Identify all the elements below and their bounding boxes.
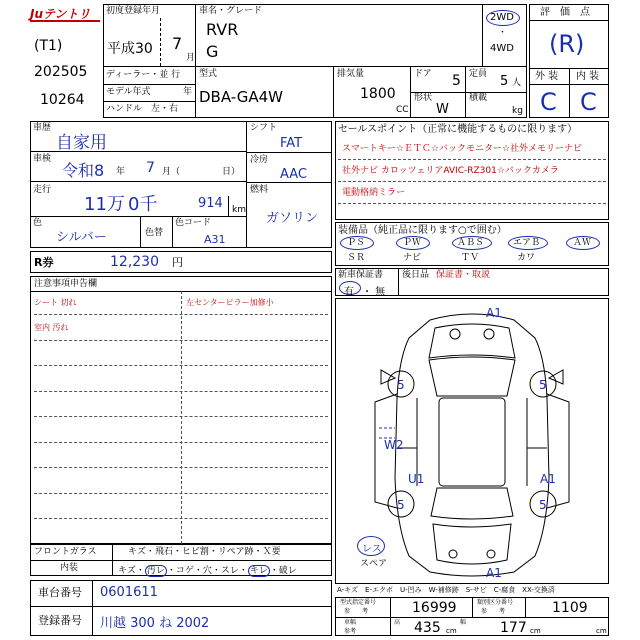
grade-score: (R) xyxy=(549,30,585,58)
note-line xyxy=(34,467,328,468)
interior-label: 内 装 xyxy=(576,71,600,82)
front-glass-label: フロントガラス xyxy=(34,547,97,557)
capacity-label: 定員 xyxy=(469,69,488,79)
spare-label: スペア xyxy=(360,559,388,569)
exterior-grade: C xyxy=(540,88,557,116)
shape-label: 形状 xyxy=(414,93,433,103)
equip-leather: カワ xyxy=(517,253,536,263)
chassis-label: 車台番号 xyxy=(38,586,82,599)
interior-row-label: 内装 xyxy=(60,563,79,573)
lot-code: (T1) xyxy=(34,38,63,54)
note-line xyxy=(34,391,328,392)
class-code-value: 1109 xyxy=(552,600,588,616)
grade-label: 評 価 点 xyxy=(540,7,590,18)
interior-grade: C xyxy=(580,88,597,116)
equip-abs: ＡＢＳ xyxy=(457,238,485,248)
afterparts-value: 保証書・取説 xyxy=(436,270,491,280)
mileage-label: 走行 xyxy=(33,185,52,195)
drive-dot: ・ xyxy=(498,28,508,38)
mark-wheel-fl: 5 xyxy=(397,378,405,392)
car-name-label: 車名・グレード xyxy=(199,6,263,16)
displacement-value: 1800 xyxy=(360,86,396,102)
height-label: 高 xyxy=(394,619,401,626)
load-unit: kg xyxy=(512,106,523,116)
recycle-value: 12,230 xyxy=(110,254,159,270)
inspection-era: 令和8 xyxy=(62,161,105,180)
width-label: 車幅 xyxy=(344,619,357,626)
exterior-label: 外 装 xyxy=(535,71,559,82)
warranty-yes: 有 xyxy=(344,287,354,298)
registration-label: 登録番号 xyxy=(38,614,82,627)
note-left-2: 室内 汚れ xyxy=(34,323,69,332)
note-left-1: シート 切れ xyxy=(34,298,77,307)
color-code-label: 色コード xyxy=(175,218,212,228)
height-unit: cm xyxy=(530,627,541,635)
equip-sr: ＳＲ xyxy=(347,253,366,263)
color-exchange-label: 色替 xyxy=(145,228,164,238)
displacement-label: 排気量 xyxy=(337,69,365,79)
first-reg-month: 7 xyxy=(172,34,183,53)
sales-point-2: 社外ナビ カロッツェリアAVIC-RZ301☆バックカメラ xyxy=(342,166,559,176)
equip-ps: ＰＳ xyxy=(347,238,366,248)
mark-wheel-rr: 5 xyxy=(539,498,547,512)
sales-point-3: 電動格納ミラー xyxy=(342,188,406,198)
color-value: シルバー xyxy=(56,230,107,245)
note-right-1: 左センターピラー加修小 xyxy=(186,298,274,307)
inspection-month-unit: 月（ xyxy=(162,167,181,177)
fuel-label: 燃料 xyxy=(250,185,269,195)
interior-text-b: ・コゲ・穴・スレ・ xyxy=(166,566,248,576)
note-line xyxy=(34,442,328,443)
note-line xyxy=(34,340,328,341)
mark-wheel-fr: 5 xyxy=(539,378,547,392)
category-value: 自家用 xyxy=(56,133,107,153)
front-glass-options: キズ・飛石・ヒビ割・リペア跡・Ｘ要 xyxy=(128,547,281,557)
mileage-rest: 914 xyxy=(198,196,223,211)
warranty-rest: ・ 無 xyxy=(362,287,386,298)
damage-legend: A-キズ E-エクボ U-凹み W-補修跡 S-サビ C-腐食 XX-交換済 xyxy=(337,586,555,594)
interior-circled-dirt: 汚レ xyxy=(146,566,165,576)
model-year-unit: 年 xyxy=(183,87,193,97)
color-label: 色 xyxy=(33,218,43,228)
warranty-label: 新車保証書 xyxy=(338,270,384,280)
auction-date: 202505 xyxy=(34,64,88,80)
door-value: 5 xyxy=(452,73,461,89)
mark-right-a1: A1 xyxy=(540,472,556,486)
dealer-label: ディーラー・並 行 xyxy=(106,70,181,80)
afterparts-label: 後日品 xyxy=(402,270,430,280)
equip-navi: ナビ xyxy=(403,253,422,263)
ac-value: AAC xyxy=(280,167,307,182)
category-label: 車歴 xyxy=(33,123,52,133)
class-code-label-b: 参 考 xyxy=(481,608,506,615)
mark-left-w2: W2 xyxy=(384,438,404,452)
mark-front-a1: A1 xyxy=(486,306,502,320)
mileage-sen: 0千 xyxy=(128,194,158,215)
color-code-value: A31 xyxy=(204,233,226,246)
door-label: ドア xyxy=(414,69,432,79)
inspection-label: 車検 xyxy=(33,154,52,164)
registration-value: 川越 300 ね 2002 xyxy=(100,616,210,631)
width-unit: cm xyxy=(446,627,457,635)
car-name: RVR xyxy=(206,20,239,39)
ac-label: 冷房 xyxy=(250,155,269,165)
drive-2wd: 2WD xyxy=(490,12,514,23)
note-line xyxy=(34,518,328,519)
interior-options xyxy=(118,563,297,576)
model-code-label-a: 型式指定番号 xyxy=(340,599,377,606)
note-line xyxy=(34,493,328,494)
logo: Juテントリ xyxy=(30,6,100,22)
height-value: 177 xyxy=(500,620,527,636)
model-year-label: モデル年式 xyxy=(106,87,151,97)
drive-4wd: 4WD xyxy=(490,43,514,54)
notes-header: 注意事項申告欄 xyxy=(34,279,98,289)
chassis-value: 0601611 xyxy=(100,585,158,600)
width-value: 435 xyxy=(414,620,441,636)
class-code-label-a: 類別区分番号 xyxy=(477,599,514,606)
mileage-unit: km xyxy=(232,205,246,215)
recycle-label: R券 xyxy=(34,256,54,269)
load-label: 積載 xyxy=(469,93,488,103)
shift-label: シフト xyxy=(250,123,278,133)
inspection-month: 7 xyxy=(146,160,155,176)
fuel-value: ガソリン xyxy=(266,211,319,226)
equip-tv: ＴＶ xyxy=(461,253,480,263)
model-code-value: 16999 xyxy=(412,600,457,616)
mark-rear-a1: A1 xyxy=(486,566,502,580)
first-reg-month-unit: 月 xyxy=(186,53,196,63)
first-reg-label: 初度登録年月 xyxy=(106,6,161,16)
sales-points-header: セールスポイント（正常に機能するものに限ります） xyxy=(338,124,578,135)
type-value: DBA-GA4W xyxy=(199,88,283,106)
interior-text-c: ・破レ xyxy=(269,566,297,576)
displacement-unit: CC xyxy=(396,105,409,115)
grade: G xyxy=(206,42,219,61)
length-label: 幅 xyxy=(460,619,467,626)
mark-wheel-rl: 5 xyxy=(397,498,405,512)
interior-text-a: キズ・ xyxy=(118,566,145,576)
mark-left-u1: U1 xyxy=(408,472,425,486)
inspection-year-unit: 年 xyxy=(116,167,126,177)
recycle-unit: 円 xyxy=(172,256,183,269)
first-reg-era: 平成30 xyxy=(107,41,153,57)
sales-point-1: スマートキー☆ＥＴＣ☆バックモニター☆社外メモリーナビ xyxy=(342,144,583,154)
length-unit: cm xyxy=(596,627,607,635)
spare-mark: レス xyxy=(362,544,382,555)
width-ref: 参考 xyxy=(344,628,357,635)
equip-pw: ＰＷ xyxy=(403,238,422,248)
capacity-value: 5 xyxy=(500,74,509,89)
equipment-header: 装備品（純正品に限ります○で囲む） xyxy=(338,225,507,236)
mileage-man: 11万 xyxy=(84,194,125,215)
equip-airb: エアＢ xyxy=(513,238,541,248)
note-line xyxy=(34,365,328,366)
handle-label: ハンドル 左・右 xyxy=(106,104,179,114)
note-line xyxy=(34,416,328,417)
lot-number: 10264 xyxy=(40,92,85,108)
note-line xyxy=(34,314,328,315)
model-code-label-b: 参 考 xyxy=(344,608,369,615)
interior-circled-cut: キレ xyxy=(249,566,268,576)
shift-value: FAT xyxy=(280,136,303,151)
shape-value: W xyxy=(436,102,449,117)
inspection-day-unit: 日） xyxy=(222,167,241,177)
capacity-unit: 人 xyxy=(512,78,522,88)
type-label: 型式 xyxy=(199,69,218,79)
equip-aw: ＡＷ xyxy=(573,238,592,248)
